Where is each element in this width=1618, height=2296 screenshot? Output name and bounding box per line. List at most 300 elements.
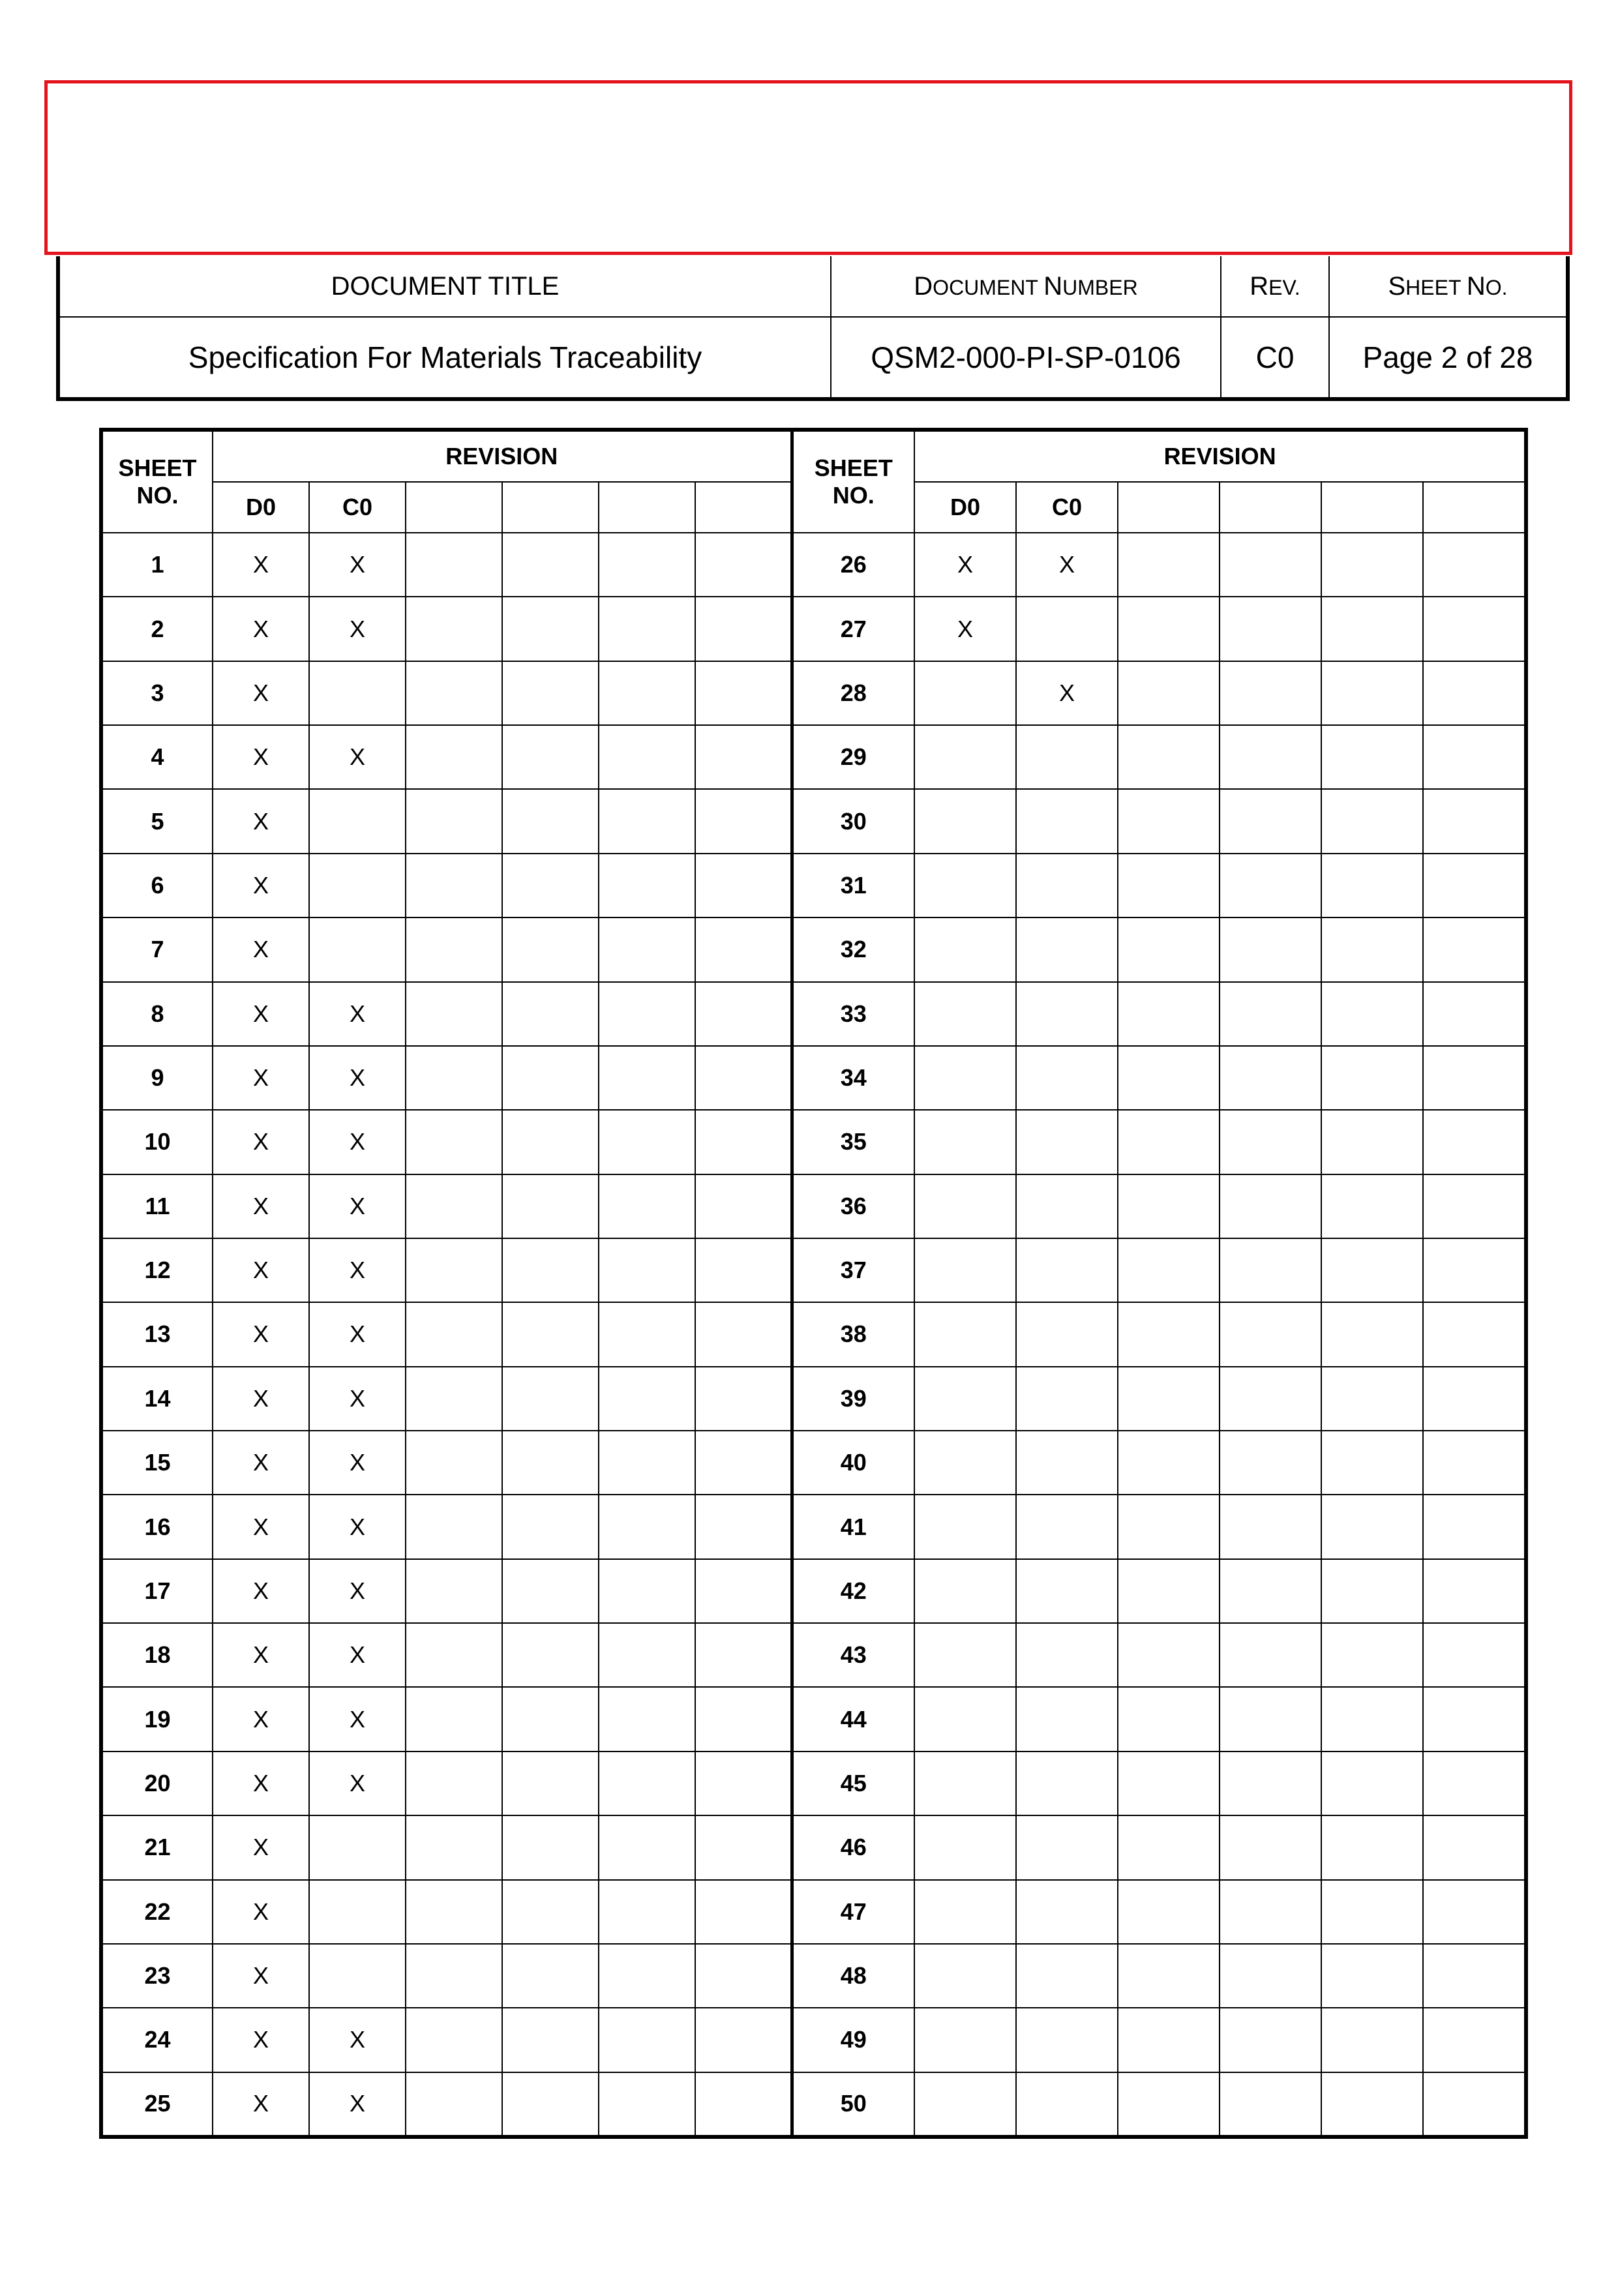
revision-mark-cell [406,661,502,725]
revision-mark-cell [599,1752,695,1815]
sheet-no-column-header: SHEET NO. [792,432,914,533]
revision-mark-cell [1321,1046,1423,1110]
revision-mark-cell [406,789,502,853]
sheet-number-cell: 5 [103,789,213,853]
sheet-no-header: SHEET NO. [1329,256,1566,317]
sheet-no-column-header: SHEET NO. [103,432,213,533]
revision-mark-cell [1321,854,1423,917]
revision-mark-cell [914,1174,1016,1238]
revision-mark-cell [599,533,695,597]
table-row [103,1174,1525,1238]
revision-mark-cell [1423,2072,1525,2135]
revision-mark-cell [1423,1944,1525,2008]
revision-mark-cell [1118,1110,1220,1174]
revision-mark-cell [1321,1367,1423,1431]
revision-mark-cell [1220,1880,1321,1944]
sheet-number-cell: 15 [103,1431,213,1495]
revision-mark-cell [1016,1367,1118,1431]
revision-mark-cell [406,1367,502,1431]
revision-mark-cell [1423,1815,1525,1879]
sheet-number-cell: 44 [792,1687,914,1751]
revision-mark-cell [1423,1174,1525,1238]
revision-mark-cell [1423,1559,1525,1623]
revision-mark-cell [1321,2008,1423,2072]
revision-mark-cell [1016,1238,1118,1302]
revision-mark-cell [309,854,406,917]
revision-mark-cell [502,1046,599,1110]
revision-mark-cell [914,725,1016,789]
revision-mark-cell [1016,1944,1118,2008]
revision-mark-cell: X [914,533,1016,597]
revision-mark-cell [599,2072,695,2135]
table-row [103,1815,1525,1879]
sheet-number-cell: 27 [792,597,914,661]
table-row [103,1046,1525,1110]
table-row [103,661,1525,725]
revision-mark-cell [1118,1623,1220,1687]
revision-mark-cell [1321,1880,1423,1944]
revision-mark-cell [406,1431,502,1495]
revision-mark-cell [1118,1238,1220,1302]
revision-mark-cell [1220,1238,1321,1302]
revision-mark-cell [502,1752,599,1815]
revision-mark-cell [406,854,502,917]
revision-mark-cell [695,2008,792,2072]
revision-mark-cell [1321,1110,1423,1174]
revision-mark-cell [599,917,695,981]
revision-mark-cell [1016,1431,1118,1495]
revision-mark-cell [406,1880,502,1944]
revision-mark-cell [1016,2072,1118,2135]
table-row [103,1623,1525,1687]
revision-mark-cell [1321,917,1423,981]
sheet-number-cell: 11 [103,1174,213,1238]
revision-mark-cell [1016,1110,1118,1174]
sheet-number-cell: 42 [792,1559,914,1623]
sheet-number-cell: 34 [792,1046,914,1110]
revision-mark-cell [1423,1110,1525,1174]
sheet-number-cell: 14 [103,1367,213,1431]
document-title-value: Specification For Materials Traceability [60,317,831,397]
revision-mark-cell [1423,725,1525,789]
revision-mark-cell [914,1431,1016,1495]
revision-column-header [695,482,792,533]
sheet-number-cell: 18 [103,1623,213,1687]
revision-mark-cell [502,597,599,661]
table-row [103,533,1525,597]
revision-mark-cell [1118,1752,1220,1815]
sheet-number-cell: 26 [792,533,914,597]
revision-mark-cell [1016,597,1118,661]
revision-mark-cell [502,1367,599,1431]
revision-mark-cell [1423,789,1525,853]
sheet-number-cell: 23 [103,1944,213,2008]
revision-mark-cell: X [213,1174,309,1238]
revision-column-header [1321,482,1423,533]
revision-mark-cell [1423,1431,1525,1495]
revision-mark-cell [1220,789,1321,853]
revision-mark-cell [599,1815,695,1879]
revision-mark-cell [502,533,599,597]
revision-mark-cell [1423,1880,1525,1944]
revision-mark-cell [309,1815,406,1879]
revision-mark-cell [914,1944,1016,2008]
revision-mark-cell [406,533,502,597]
revision-mark-cell: X [213,1110,309,1174]
revision-mark-cell [914,1752,1016,1815]
revision-mark-cell [695,1623,792,1687]
revision-mark-cell [599,1110,695,1174]
revision-mark-cell: X [309,1110,406,1174]
revision-column-header: C0 [309,482,406,533]
revision-mark-cell [1423,1687,1525,1751]
revision-mark-cell [1423,1302,1525,1366]
revision-mark-cell [1016,1559,1118,1623]
revision-mark-cell: X [213,661,309,725]
revision-mark-cell [1016,1174,1118,1238]
revision-mark-cell [1220,533,1321,597]
sheet-number-cell: 38 [792,1302,914,1366]
revision-mark-cell [1321,1431,1423,1495]
revision-mark-cell [1118,1367,1220,1431]
revision-column-header [1220,482,1321,533]
revision-mark-cell [1220,917,1321,981]
revision-mark-cell [695,1752,792,1815]
revision-mark-cell [502,1174,599,1238]
revision-mark-cell [406,1238,502,1302]
revision-mark-cell [914,661,1016,725]
sheet-number-cell: 7 [103,917,213,981]
revision-mark-cell [695,1944,792,2008]
revision-mark-cell [1016,982,1118,1046]
revision-mark-cell [695,1431,792,1495]
revision-mark-cell [406,1815,502,1879]
sheet-number-cell: 32 [792,917,914,981]
sheet-number-cell: 22 [103,1880,213,1944]
table-row [103,1559,1525,1623]
revision-mark-cell: X [213,1815,309,1879]
revision-mark-cell [502,1815,599,1879]
table-row [103,917,1525,981]
document-number-header: DOCUMENT NUMBER [831,256,1221,317]
revision-mark-cell: X [213,1559,309,1623]
revision-column-header: D0 [914,482,1016,533]
rev-header: REV. [1221,256,1329,317]
revision-mark-cell [502,661,599,725]
revision-mark-cell: X [213,1431,309,1495]
table-row [103,725,1525,789]
revision-mark-cell: X [213,1238,309,1302]
revision-mark-cell [1220,1046,1321,1110]
revision-mark-cell: X [309,1046,406,1110]
revision-mark-cell: X [309,1495,406,1558]
revision-mark-cell [502,2072,599,2135]
revision-mark-cell [406,1623,502,1687]
revision-mark-cell [695,789,792,853]
sheet-number-cell: 6 [103,854,213,917]
revision-mark-cell: X [213,1623,309,1687]
table-row [103,1752,1525,1815]
revision-mark-cell [1321,1238,1423,1302]
revision-mark-cell [695,1110,792,1174]
revision-mark-cell [1118,725,1220,789]
revision-mark-cell [599,661,695,725]
sheet-number-cell: 30 [792,789,914,853]
revision-mark-cell [1321,725,1423,789]
revision-mark-cell [914,1046,1016,1110]
rev-value: C0 [1221,317,1329,397]
revision-mark-cell [599,1623,695,1687]
revision-mark-cell [1220,1174,1321,1238]
revision-mark-cell: X [213,1302,309,1366]
revision-mark-cell [1220,1752,1321,1815]
revision-mark-cell [1321,597,1423,661]
sheet-number-cell: 19 [103,1687,213,1751]
revision-mark-cell: X [213,1944,309,2008]
sheet-number-cell: 20 [103,1752,213,1815]
revision-mark-cell: X [914,597,1016,661]
revision-mark-cell [1321,661,1423,725]
revision-mark-cell: X [1016,661,1118,725]
sheet-number-cell: 36 [792,1174,914,1238]
revision-mark-cell [502,1687,599,1751]
document-number-value: QSM2-000-PI-SP-0106 [831,317,1221,397]
sheet-number-cell: 10 [103,1110,213,1174]
revision-mark-cell [914,2008,1016,2072]
sheet-number-cell: 16 [103,1495,213,1558]
revision-mark-cell [1321,982,1423,1046]
revision-mark-cell [695,982,792,1046]
revision-column-header [599,482,695,533]
revision-mark-cell [1220,725,1321,789]
revision-mark-cell: X [309,1687,406,1751]
revision-column-header: D0 [213,482,309,533]
revision-table [99,428,1528,2139]
revision-mark-cell [695,1174,792,1238]
revision-mark-cell [695,1559,792,1623]
revision-mark-cell: X [309,597,406,661]
table-row [103,1367,1525,1431]
sheet-number-cell: 3 [103,661,213,725]
sheet-number-cell: 1 [103,533,213,597]
revision-mark-cell [1220,1302,1321,1366]
revision-mark-cell [914,1687,1016,1751]
revision-mark-cell: X [309,1174,406,1238]
revision-mark-cell: X [309,2072,406,2135]
revision-mark-cell [406,1174,502,1238]
revision-mark-cell: X [309,1431,406,1495]
revision-mark-cell [1423,982,1525,1046]
revision-mark-cell [914,1302,1016,1366]
revision-mark-cell: X [213,789,309,853]
revision-mark-cell [1118,2072,1220,2135]
revision-mark-cell [1118,1302,1220,1366]
revision-mark-cell: X [213,1687,309,1751]
revision-mark-cell [695,2072,792,2135]
revision-mark-cell [502,854,599,917]
revision-mark-cell [914,1238,1016,1302]
revision-mark-cell [1321,1174,1423,1238]
table-row [103,1495,1525,1558]
revision-mark-cell [502,1559,599,1623]
revision-mark-cell [1423,1238,1525,1302]
revision-mark-cell [1118,982,1220,1046]
revision-mark-cell [695,854,792,917]
revision-mark-cell [599,1174,695,1238]
revision-mark-cell [695,1302,792,1366]
revision-mark-cell [309,1880,406,1944]
table-row [103,2008,1525,2072]
revision-mark-cell [695,533,792,597]
revision-mark-cell [1220,1944,1321,2008]
revision-mark-cell [1016,1880,1118,1944]
revision-mark-cell [1321,1944,1423,2008]
sheet-number-cell: 46 [792,1815,914,1879]
revision-header: REVISION [213,432,792,482]
revision-mark-cell [1118,2008,1220,2072]
revision-header: REVISION [914,432,1525,482]
revision-mark-cell [599,1495,695,1558]
revision-column-header [406,482,502,533]
sheet-number-cell: 48 [792,1944,914,2008]
revision-mark-cell [1321,789,1423,853]
revision-mark-cell [406,2072,502,2135]
revision-mark-cell [1016,1815,1118,1879]
table-row [103,1944,1525,2008]
revision-mark-cell [1220,1367,1321,1431]
revision-mark-cell [695,661,792,725]
revision-mark-cell [1423,854,1525,917]
revision-mark-cell [599,1238,695,1302]
revision-mark-cell [1118,533,1220,597]
sheet-number-cell: 12 [103,1238,213,1302]
revision-mark-cell [599,1880,695,1944]
revision-mark-cell [1118,661,1220,725]
revision-mark-cell: X [213,2072,309,2135]
table-row [103,1431,1525,1495]
revision-mark-cell [1220,597,1321,661]
revision-mark-cell [309,917,406,981]
revision-mark-cell [1321,1302,1423,1366]
revision-mark-cell [695,1687,792,1751]
revision-mark-cell [599,2008,695,2072]
revision-mark-cell: X [213,1880,309,1944]
revision-mark-cell [502,1302,599,1366]
revision-mark-cell: X [309,725,406,789]
revision-mark-cell [914,1623,1016,1687]
table-row [103,1238,1525,1302]
sheet-number-cell: 9 [103,1046,213,1110]
sheet-number-cell: 2 [103,597,213,661]
revision-mark-cell [1118,1174,1220,1238]
revision-mark-cell [1423,1367,1525,1431]
sheet-number-cell: 17 [103,1559,213,1623]
revision-mark-cell [1118,597,1220,661]
revision-mark-cell: X [213,917,309,981]
sheet-number-cell: 41 [792,1495,914,1558]
revision-mark-cell [406,1559,502,1623]
revision-mark-cell [1118,1815,1220,1879]
revision-mark-cell [1423,661,1525,725]
revision-mark-cell [1118,854,1220,917]
revision-mark-cell [1220,1110,1321,1174]
sheet-number-cell: 40 [792,1431,914,1495]
revision-mark-cell [914,917,1016,981]
revision-mark-cell [599,854,695,917]
revision-mark-cell: X [309,1623,406,1687]
revision-mark-cell [1423,597,1525,661]
revision-mark-cell [406,2008,502,2072]
revision-mark-cell [695,1815,792,1879]
table-row [103,1687,1525,1751]
revision-mark-cell [1016,1752,1118,1815]
revision-mark-cell [695,1495,792,1558]
revision-mark-cell [914,1559,1016,1623]
revision-mark-cell [1321,1815,1423,1879]
revision-column-header [1118,482,1220,533]
revision-mark-cell: X [309,533,406,597]
revision-mark-cell: X [213,1495,309,1558]
revision-mark-cell: X [1016,533,1118,597]
revision-mark-cell [406,1110,502,1174]
sheet-number-cell: 49 [792,2008,914,2072]
table-row [103,1110,1525,1174]
revision-mark-cell [1321,1559,1423,1623]
revision-mark-cell [1220,661,1321,725]
revision-mark-cell [695,597,792,661]
sheet-number-cell: 28 [792,661,914,725]
revision-mark-cell [406,917,502,981]
table-row [103,1302,1525,1366]
revision-mark-cell [914,1880,1016,1944]
revision-mark-cell [502,982,599,1046]
revision-mark-cell [1220,2072,1321,2135]
revision-mark-cell [502,725,599,789]
revision-mark-cell [1423,1752,1525,1815]
revision-mark-cell [1016,789,1118,853]
revision-mark-cell [406,1944,502,2008]
revision-mark-cell [406,1302,502,1366]
revision-mark-cell [914,1367,1016,1431]
revision-mark-cell [1118,1046,1220,1110]
revision-mark-cell [1220,2008,1321,2072]
revision-mark-cell [406,1752,502,1815]
revision-mark-cell: X [213,2008,309,2072]
sheet-number-cell: 4 [103,725,213,789]
sheet-number-cell: 45 [792,1752,914,1815]
revision-mark-cell [695,1046,792,1110]
revision-mark-cell: X [213,533,309,597]
revision-mark-cell [1016,725,1118,789]
revision-mark-cell [599,725,695,789]
revision-mark-cell [1423,1046,1525,1110]
revision-mark-cell [695,725,792,789]
revision-mark-cell [695,1367,792,1431]
revision-mark-cell [406,597,502,661]
sheet-number-cell: 21 [103,1815,213,1879]
sheet-number-cell: 43 [792,1623,914,1687]
revision-mark-cell [1016,1495,1118,1558]
revision-mark-cell [502,917,599,981]
revision-mark-cell: X [213,597,309,661]
revision-mark-cell [1423,1623,1525,1687]
revision-mark-cell [1118,1944,1220,2008]
revision-mark-cell [1220,1687,1321,1751]
sheet-number-cell: 35 [792,1110,914,1174]
sheet-number-cell: 47 [792,1880,914,1944]
revision-mark-cell: X [213,1752,309,1815]
revision-mark-cell: X [213,1046,309,1110]
